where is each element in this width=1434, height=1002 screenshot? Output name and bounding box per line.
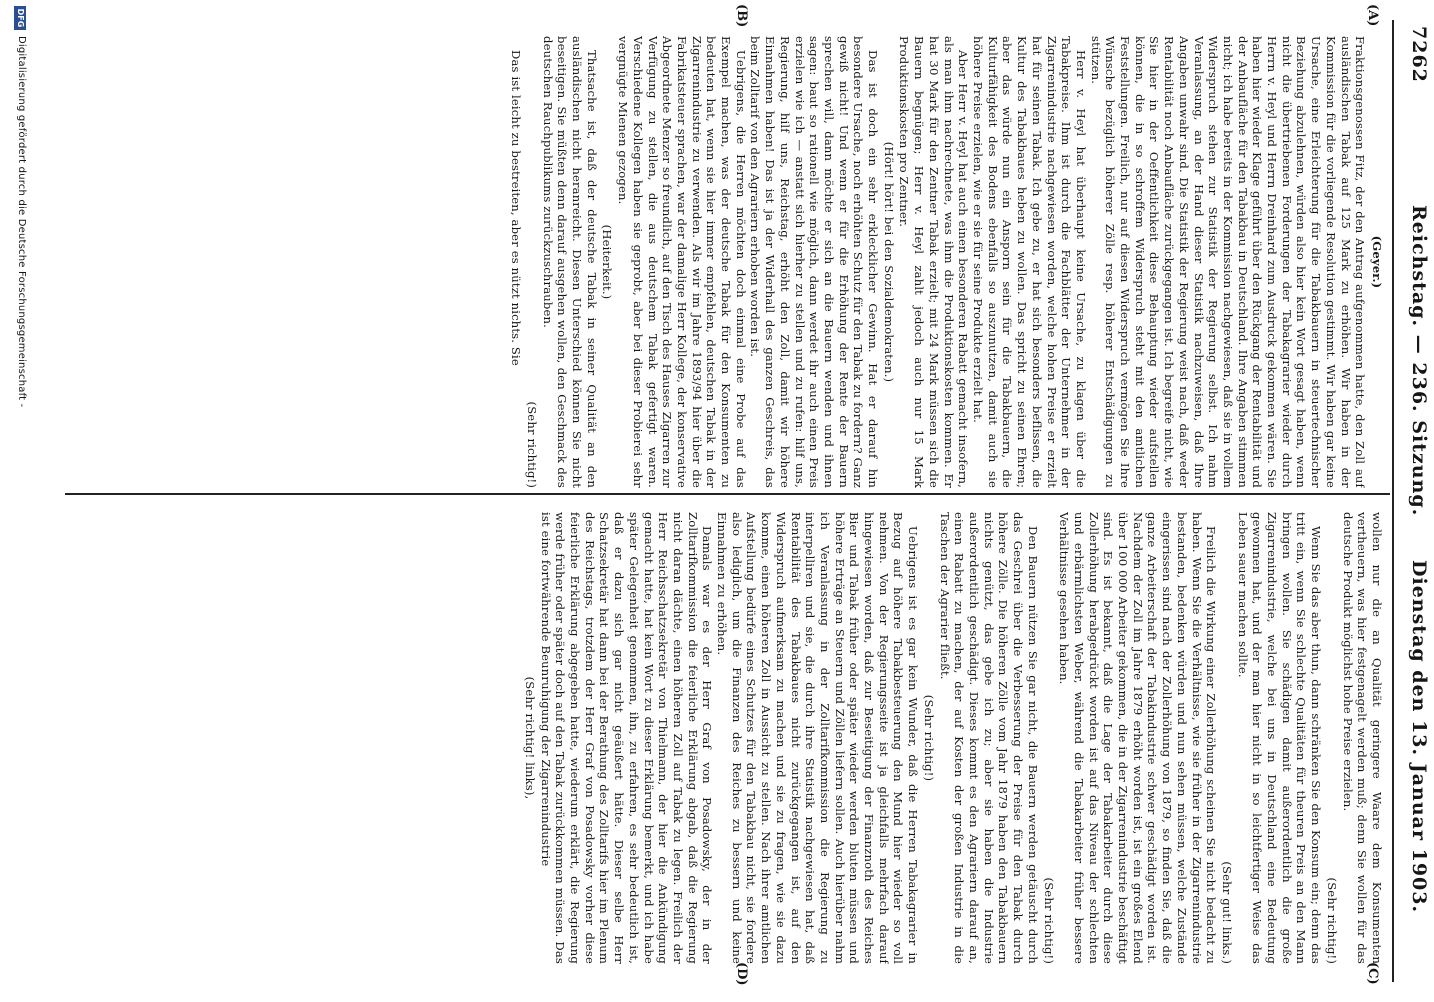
interjection: (Sehr richtig!) — [524, 401, 539, 488]
header-rule — [1392, 20, 1394, 982]
paragraph: Thatsache ist, daß der deutsche Tabak in seiner Qualität an den ausländischen nicht heranreicht. Diesen Unterschied können Sie nicht beseitigen. Sie müßten denn darauf ausgehen wollen, den Geschmack des deutschen Rauchpublikums zurückzuschrauben. — [540, 36, 599, 488]
paragraph: Fraktionsgenossen Fitz, der den Antrag aufgenommen hatte, den Zoll auf ausländischen Tabak auf 125 Mark zu erhöhen. Wir haben in der Kommission für die vorliegende Resolution gestimmt. Wir haben gar keine Ursache, eine Erleichterung für die Tabakbauern in steuertechnischer Beziehung abzulehnen, würden also hier kein Wort gesagt haben, wenn nicht die übertriebenen Forderungen der Tabakagrarier wieder durch Herrn v. Heyl und Herrn Dreinhard zum Ausdruck gekommen wären. Sie haben hier wieder Klage geführt über den Rückgang der Rentabilität und der Anbaufläche für den Tabakbau in Deutschland. Ihre Angaben stimmen nicht; ich habe bereits in der Kommission nachgewiesen, daß sie in vollem Widerspruch stehen zur Statistik der Regierung selbst. Ich nahm Veranlassung, an der Hand dieser Statistik nachzuweisen, daß Ihre Angaben unwahr sind. Die Statistik der Regierung weist nach, daß weder Rentabilität noch Anbaufläche zurückgegangen ist. Ich begreife nicht, wie Sie hier in der Oeffentlichkeit diese Behauptung wieder aufstellen können, die in so schroffem Widerspruch steht mit den amtlichen Feststellungen. Freilich, nur auf diesen Widerspruch vermögen Sie Ihre Wünsche bezüglich höherer Zölle resp. höherer Entschädigungen zu stützen. — [1088, 36, 1368, 488]
paragraph: Freilich die Wirkung einer Zollerhöhung scheinen Sie nicht bedacht zu haben. Wenn Sie die Verhältnisse, wie sie früher in der Zigarrenindustrie bestanden, bedenken würden und nun sehen müssen, welche Zustände eingerissen sind nach der Zollerhöhung von 1879, so finden Sie, daß die ganze Arbeiterschaft der Tabakindustrie schwer geschädigt worden ist. Nachdem der Zoll im Jahre 1879 erhöht worden ist, ist ein großes Elend über 100 000 Arbeiter gekommen, die in der Zigarrenindustrie beschäftigt sind. Es ist bekannt, daß die Lage der Tabakarbeiter durch diese Zollerhöhung herabgedrückt worden ist auf das Niveau der schlechten und erbärmlichsten Weber, während die Tabakarbeiter früher bessere Verhältnisse gesehen haben. — [1057, 512, 1219, 964]
margin-mark-c: (C) — [1365, 962, 1380, 985]
interjection: (Hört! hört! bei den Sozialdemokraten.) — [881, 141, 896, 383]
interjection: (Sehr richtig!) — [921, 694, 936, 782]
paragraph: wollen nur die an Qualität geringere Waare dem Konsumenten vertheuern, was hier festgenagelt werden muß; denn Sie wollen für das deutsche Produkt möglichst hohe Preise erzielen. — [1340, 512, 1384, 964]
margin-mark-a: (A) — [1365, 4, 1380, 27]
paragraph: Das ist leicht zu bestreiten, aber es nützt nichts. Sie — [509, 50, 524, 366]
paragraph: Herr v. Heyl hat überhaupt keine Ursache, zu klagen über die Tabakpreise. Ihm ist durch die Fachblätter der Unternehmer in der Zigarrenindustrie nachgewiesen worden, welche hohen Preise er erzielt hat für seinen Tabak. Ich gebe zu, er hat sich besonders beflissen, die Kultur des Tabakbaues heben zu wollen. Das spricht zu seinen Ehren; aber das würde nun ein Ansporn sein für die Tabakbauern, die Kulturfähigkeit des Bodens ebenfalls so auszunutzen, damit auch sie höhere Preise erzielen, wie er sie für seine Produkte erzielt hat. — [971, 36, 1088, 488]
speaker-name: (Geyer.) — [1370, 235, 1384, 289]
interjection: (Sehr richtig! links), — [522, 676, 537, 800]
interjection: (Sehr richtig!) — [1041, 877, 1056, 964]
page-number: 7262 — [1408, 26, 1430, 83]
column-divider — [65, 493, 1390, 495]
interjection: (Sehr gut! links.) — [1219, 861, 1234, 964]
left-column — [64, 36, 1384, 488]
paragraph: Wenn Sie das aber thun, dann schränken Sie den Konsum ein; denn das tritt ein, wenn Sie schlechte Qualitäten für theuren Preis an den Mann bringen wollen. Sie schädigen damit außerordentlich die große Zigarrenindustrie, welche bei uns in Deutschland eine Bedeutung gewonnen hat, und der man hier nicht in so leichtfertiger Weise das Leben sauer machen sollte. — [1235, 512, 1324, 964]
dfg-logo-icon: DFG — [14, 6, 26, 30]
paragraph: Uebrigens, die Herren möchten doch einmal eine Probe auf das Exempel machen, was der deutsche Tabak für den Konsumenten zu bedeuten hat, wenn sie hier immer empfehlen, deutschen Tabak in der Zigarrenindustrie zu verwenden. Als wir im Jahre 1893/94 hier über die Fabrikatsteuer sprachen, war der damalige Herr Kollege, der konservative Abgeordnete Menzer so freundlich, auf den Tisch des Hauses Zigarren zur Verfügung zu stellen, die aus deutschem Tabak gefertigt waren. Verschiedene Kollegen haben sie geprobt, aber bei dieser Probierei sehr vergnügte Mienen gezogen. — [616, 36, 748, 488]
paragraph: Das ist doch ein sehr erklecklicher Gewinn. Hat er darauf hin besondere Ursache, noch erhöhten Schutz für den Tabak zu fordern? Ganz gewiß nicht! Und wenn er für die Erhöhung der Rente der Bauern sprechen will, dann möchte er sich an die Bauern wenden und ihnen sagen: baut so rationell wie möglich, dann werdet ihr auch einen Preis erzielen wie ich — anstatt sich hierher zu stellen und zu rufen: hilf uns, Regierung, hilf uns, Reichstag, erhöht den Zoll, damit wir höhere Einnahmen haben! Das ist ja der Widerhall des ganzen Geschreis, das beim Zolltarif von den Agrariern erhoben worden ist. — [748, 36, 881, 488]
interjection: (Heiterkeit.) — [600, 224, 615, 300]
footer-credit: Digitalisierung gefördert durch die Deutsche Forschungsgemeinschaft - — [16, 36, 27, 408]
footer — [6, 2, 36, 1002]
right-column — [64, 512, 1384, 964]
paragraph: Aber Herr v. Heyl hat auch einen besonderen Rabatt gemacht insofern, als man ihm nachrechnete, was ihm die Produktionskosten kommen. Er hat 30 Mark für den Zentner Tabak erzielt; mit 24 Mark müssen sich die Bauern begnügen; Herr v. Heyl zahlt jedoch auch nur 15 Mark Produktionskosten pro Zentner. — [897, 36, 971, 488]
session-date: Dienstag den 13. Januar 1903. — [1408, 560, 1430, 914]
interjection: (Sehr richtig!) — [1324, 877, 1339, 964]
page-title: Reichstag. — 236. Sitzung. — [1408, 205, 1430, 517]
paragraph: Den Bauern nützen Sie gar nicht, die Bauern werden getäuscht durch das Geschrei über die Verbesserung der Preise für den Tabak durch höhere Zölle. Die höheren Zölle vom Jahr 1879 haben den Tabakbauern nichts genützt, das gebe ich zu; aber sie haben die Industrie außerordentlich geschädigt. Dieses kommt es den Agrariern darauf an, einen Rabatt zu machen, der auf Kosten der großen Industrie in die Taschen der Agrarier fließt. — [937, 512, 1040, 964]
margin-mark-b: (B) — [734, 4, 749, 28]
paragraph: Damals war es der Herr Graf von Posadowsky, der in der Zolltarifkommission die feierliche Erklärung abgab, daß die Regierung nicht daran dächte, einen höheren Zoll auf Tabak zu legen. Freilich der Herr Reichsschatzsekretär von Thielmann, der hier die Ankündigung gemacht hatte, hat kein Wort zu dieser Erklärung bemerkt, und ich habe später Gelegenheit genommen, ihn, zu erfahren, es sehr bedeutlich ist, daß er dazu sich gar nicht geäußert hätte. Dieser selbe Herr Schatzsekretär hat dann bei der Berathung des Zolltarifs hier im Plenum des Reichstags, trotzdem der Herr Graf von Posadowsky vorher diese feierliche Erklärung abgegeben hatte, wiederum erklärt, die Regierung werde früher oder später doch auf den Tabak zurückkommen müssen. Das ist eine fortwährende Beunruhigung der Zigarrenindustrie — [538, 512, 715, 964]
paragraph: Uebrigens ist es gar kein Wunder, daß die Herren Tabakagrarier in Bezug auf höhere Tabakbesteuerung den Mund hier wieder so voll nehmen. Von der Regierungsseite ist ja gleichfalls mehrfach darauf hingewiesen worden, daß zur Beseitigung der Finanznoth des Reiches Bier und Tabak früher oder später wieder werden bluten müssen und höhere Erträge an Steuern und Zöllen liefern sollen. Auch hierüber nahm ich Veranlassung in der Zolltarifkommission die Regierung zu interpelliren und sie, die durch ihre Statistik nachgewiesen hat, daß Rentabilität des Tabakbaues nicht zurückgegangen ist, auf den Widerspruch aufmerksam zu machen und sie zu fragen, wie sie dazu komme, einen höheren Zoll in Aussicht zu stellen. Nach ihrer amtlichen Aufstellung bedürfe eines Schutzes für den Tabakbau nicht, sie fordere also lediglich, um die Finanzen des Reiches zu bessern und keine Einnahmen zu erhöhen. — [715, 512, 921, 964]
margin-mark-d: (D) — [734, 962, 749, 986]
